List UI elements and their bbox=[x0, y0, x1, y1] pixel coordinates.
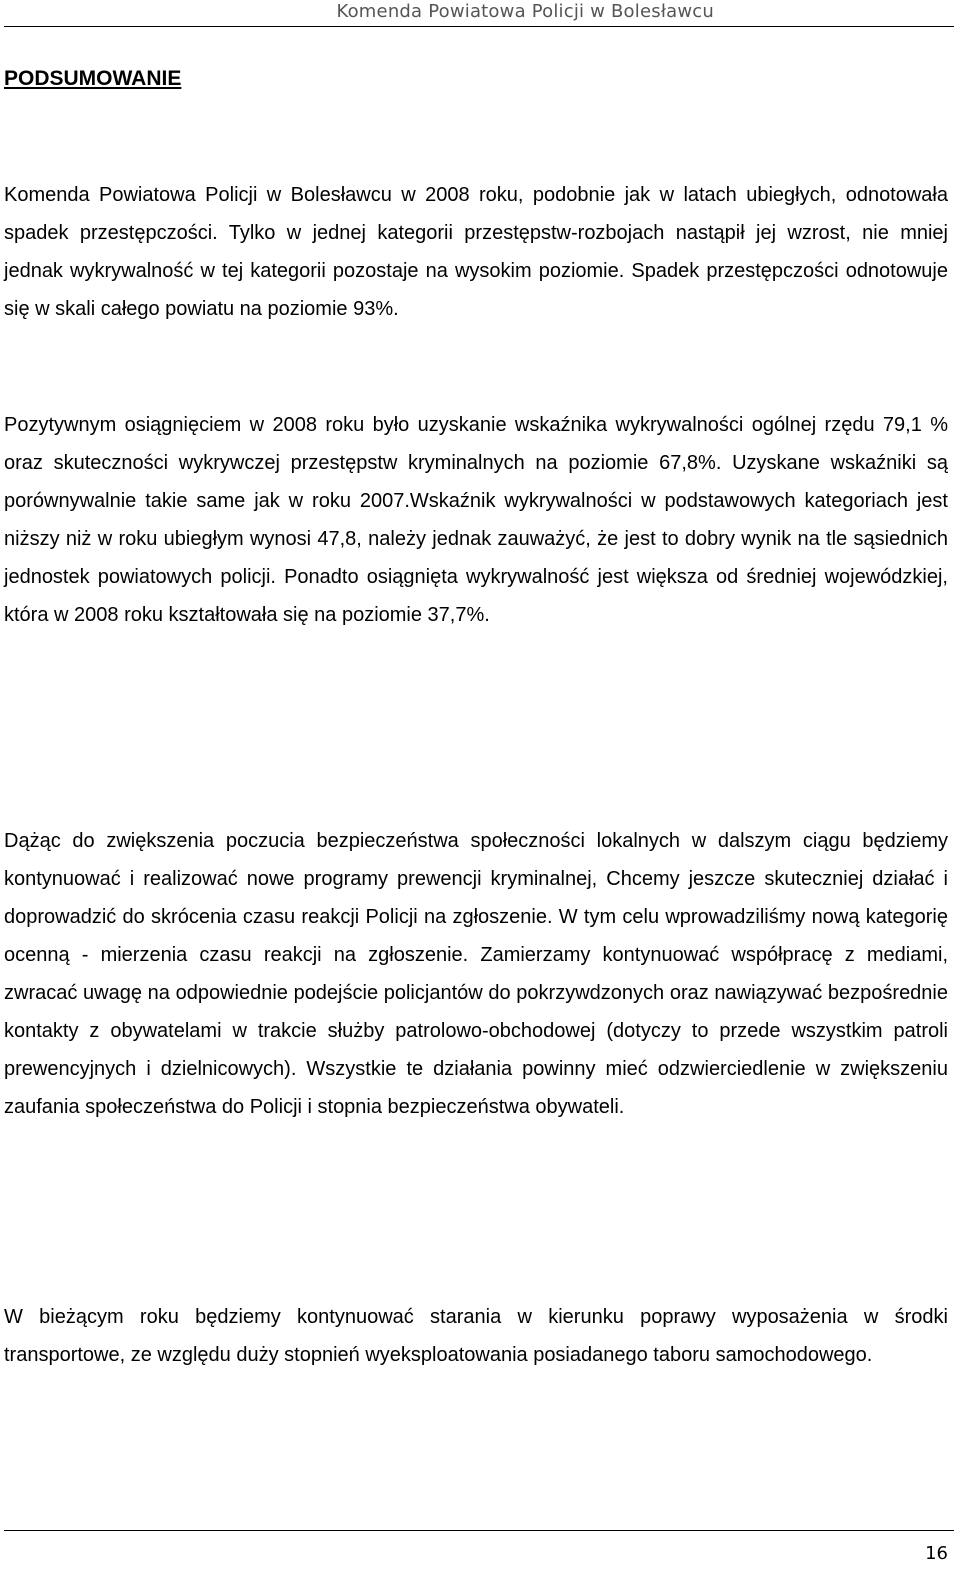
paragraph-summary-crime-decrease: Komenda Powiatowa Policji w Bolesławcu w 2008 roku, podobnie jak w latach ubiegłych, odnotowała spadek przestępczości. Tylko w jednej kategorii przestępstw-rozbojach nastąpił jej wzrost, nie mniej jednak wykrywalność w tej kategorii pozostaje na wysokim poziomie. Spadek przestępczości odnotowuje się w skali całego powiatu na poziomie 93%. bbox=[4, 184, 948, 320]
page-number: 16 bbox=[925, 1543, 948, 1564]
paragraph-safety-programs: Dążąc do zwiększenia poczucia bezpieczeństwa społeczności lokalnych w dalszym ciągu będziemy kontynuować i realizować nowe programy prewencji kryminalnej, Chcemy jeszcze skuteczniej działać i doprowadzić do skrócenia czasu reakcji Policji na zgłoszenie. W tym celu wprowadziliśmy nową kategorię ocenną - mierzenia czasu reakcji na zgłoszenie. Zamierzamy kontynuować współpracę z mediami, zwracać uwagę na odpowiednie podejście policjantów do pokrzywdzonych oraz nawiązywać bezpośrednie kontakty z obywatelami w trakcie służby patrolowo-obchodowej (dotyczy to przede wszystkim patroli prewencyjnych i dzielnicowych). Wszystkie te działania powinny mieć odzwierciedlenie w zwiększeniu zaufania społeczeństwa do Policji i stopnia bezpieczeństwa obywateli. bbox=[4, 830, 948, 1118]
header-divider bbox=[4, 26, 954, 27]
section-title: PODSUMOWANIE bbox=[4, 67, 182, 90]
header-title: Komenda Powiatowa Policji w Bolesławcu bbox=[336, 1, 714, 22]
footer-divider bbox=[4, 1530, 954, 1531]
paragraph-transport-equipment: W bieżącym roku będziemy kontynuować starania w kierunku poprawy wyposażenia w środki transportowe, ze względu duży stopnień wyeksploatowania posiadanego taboru samochodowego. bbox=[4, 1306, 948, 1366]
page-header bbox=[0, 0, 960, 28]
paragraph-detection-rates: Pozytywnym osiągnięciem w 2008 roku było uzyskanie wskaźnika wykrywalności ogólnej rzędu 79,1 % oraz skuteczności wykrywczej przestępstw kryminalnych na poziomie 67,8%. Uzyskane wskaźniki są porównywalnie takie same jak w roku 2007.Wskaźnik wykrywalności w podstawowych kategoriach jest niższy niż w roku ubiegłym wynosi 47,8, należy jednak zauważyć, że jest to dobry wynik na tle sąsiednich jednostek powiatowych policji. Ponadto osiągnięta wykrywalność jest większa od średniej wojewódzkiej, która w 2008 roku kształtowała się na poziomie 37,7%. bbox=[4, 414, 948, 626]
page-footer bbox=[0, 1530, 960, 1581]
